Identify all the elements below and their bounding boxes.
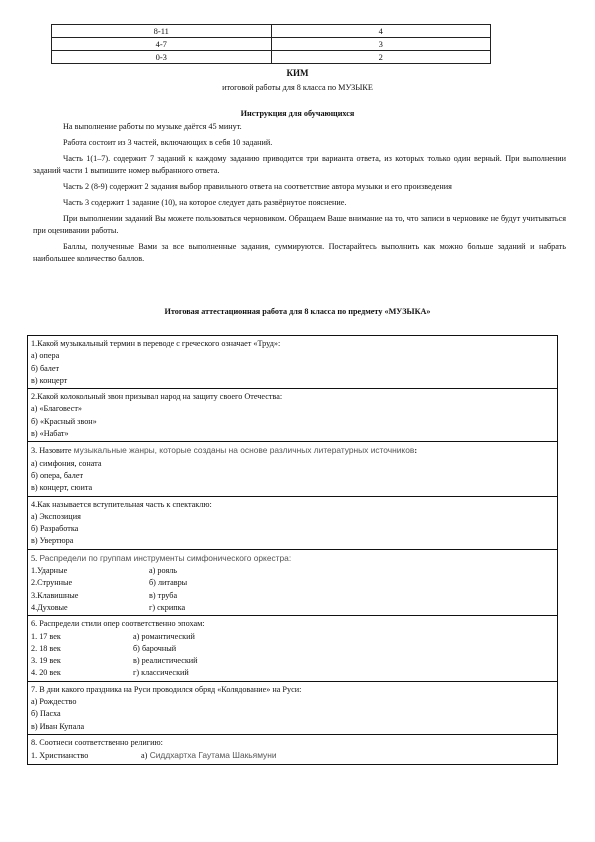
matching-row: [31, 667, 554, 679]
score-grade: 4: [271, 25, 491, 38]
matching-row: [31, 565, 554, 577]
instruction-paragraph: Часть 1(1–7). содержит 7 заданий к каждому заданию приводится три варианта ответа, из которых только один верный. При выполнении заданий части 1 выпишите номер выбранного ответа.: [33, 154, 566, 175]
answer-option: б) «Красный звон»: [31, 416, 97, 426]
answer-option: а) опера: [31, 351, 60, 361]
match-right: г) скрипка: [149, 602, 186, 612]
matching-row: [31, 577, 554, 589]
answer-option: в) концерт, сюита: [31, 483, 93, 493]
question-row: [28, 681, 558, 734]
instruction-paragraph: На выполнение работы по музыке даётся 45 минут.: [63, 122, 242, 131]
question-cell: [28, 549, 558, 615]
answer-option: а) Экспозиция: [31, 511, 81, 521]
answer-option: а) симфония, соната: [31, 458, 102, 468]
match-left: 1. Христианство: [31, 751, 89, 761]
question-cell: [28, 681, 558, 734]
match-left: 1.Ударные: [31, 566, 68, 576]
instruction-paragraph: Часть 3 содержит 1 задание (10), на которое следует дать развёрнутое пояснение.: [63, 198, 347, 207]
score-table: [51, 24, 491, 64]
instruction-paragraph: Баллы, полученные Вами за все выполненные задания, суммируются. Постарайтесь выполнить как можно больше заданий и набрать наибольшее количество баллов.: [33, 242, 566, 263]
score-grade: 2: [271, 51, 491, 64]
instructions-heading: Инструкция для обучающихся: [240, 109, 355, 118]
instruction-paragraph: Работа состоит из 3 частей, включающих в себя 10 заданий.: [63, 138, 273, 147]
question-cell: [28, 496, 558, 549]
answer-option: в) концерт: [31, 375, 68, 385]
question-cell: [28, 734, 558, 764]
instruction-paragraph: Часть 2 (8-9) содержит 2 задания выбор правильного ответа на соответствие автора музыки и его произведения: [63, 182, 452, 191]
answer-option: в) «Набат»: [31, 429, 69, 439]
match-right: в) труба: [149, 590, 178, 600]
question-highlight: Распредели по группам инструменты симфонического оркестра:: [37, 552, 292, 563]
matching-row: [31, 631, 554, 643]
answer-option: в) Увертюра: [31, 536, 74, 546]
question-row: [28, 442, 558, 496]
matching-row: [31, 655, 554, 667]
question-text: 1.Какой музыкальный термин в переводе с греческого означает «Труд»:: [31, 339, 281, 348]
score-range: 8-11: [52, 25, 272, 38]
question-text: 2.Какой колокольный звон призывал народ на защиту своего Отечества:: [31, 392, 283, 402]
match-right-letter: а): [141, 751, 148, 761]
answer-option: а) Рождество: [31, 697, 77, 707]
question-text: [31, 444, 554, 457]
question-number: 5.: [31, 553, 38, 563]
question-row: [28, 734, 558, 764]
question-cell: [28, 442, 558, 496]
answer-option: б) Пасха: [31, 709, 61, 719]
match-left: 4.Духовые: [31, 602, 68, 612]
answer-option: б) опера, балет: [31, 470, 84, 480]
question-row: [28, 389, 558, 442]
question-cell: [28, 389, 558, 442]
question-row: [28, 336, 558, 389]
questions-table: [27, 335, 558, 765]
match-right: б) барочный: [133, 643, 177, 653]
question-cell: [28, 616, 558, 681]
instructions-block: [33, 121, 566, 269]
matching-row: [31, 602, 554, 614]
question-row: [28, 496, 558, 549]
question-cell: [28, 336, 558, 389]
match-right: а) романтический: [133, 631, 195, 641]
table-row: [52, 25, 491, 38]
match-right: б) литавры: [149, 578, 188, 588]
document-subtitle: итоговой работы для 8 класса по МУЗЫКЕ: [222, 83, 373, 92]
answer-option: б) балет: [31, 363, 60, 373]
matching-row: [31, 643, 554, 655]
table-row: [52, 51, 491, 64]
answer-option: б) Разработка: [31, 524, 79, 534]
question-text: 8. Соотнеси соответственно религию:: [31, 737, 163, 747]
match-right: Сиддхартха Гаутама Шакьямуни: [147, 750, 277, 761]
question-row: [28, 616, 558, 681]
question-text: [31, 552, 554, 565]
match-left: 3.Клавишные: [31, 590, 79, 600]
match-right: г) классический: [133, 668, 189, 678]
score-grade: 3: [271, 38, 491, 51]
instruction-paragraph: При выполнении заданий Вы можете пользоваться черновиком. Обращаем Ваше внимание на то, что записи в черновике не будут учитываться при оценивании работы.: [33, 214, 566, 235]
question-colon: :: [414, 446, 418, 456]
match-left: 2. 18 век: [31, 643, 61, 653]
test-heading: Итоговая аттестационная работа для 8 класса по предмету «МУЗЫКА»: [164, 307, 431, 316]
question-number: 3. Назовите: [31, 446, 72, 456]
table-row: [52, 38, 491, 51]
matching-row: [31, 749, 554, 762]
answer-option: а) «Благовест»: [31, 404, 83, 414]
question-text: 6. Распредели стили опер соответственно эпохам:: [31, 619, 205, 629]
answer-option: в) Иван Купала: [31, 721, 85, 731]
question-text: 4.Как называется вступительная часть к спектаклю:: [31, 499, 212, 509]
question-highlight: музыкальные жанры, которые созданы на основе различных литературных источников: [71, 445, 415, 456]
question-row: [28, 549, 558, 615]
score-range: 0-3: [52, 51, 272, 64]
score-range: 4-7: [52, 38, 272, 51]
match-left: 3. 19 век: [31, 656, 61, 666]
document-title: КИМ: [286, 68, 309, 78]
match-right: а) рояль: [149, 566, 178, 576]
question-text: 7. В дни какого праздника на Руси проводился обряд «Колядование» на Руси:: [31, 684, 302, 694]
match-left: 4. 20 век: [31, 668, 61, 678]
match-left: 2.Струнные: [31, 578, 73, 588]
matching-row: [31, 590, 554, 602]
match-left: 1. 17 век: [31, 631, 61, 641]
match-right: в) реалистический: [133, 656, 198, 666]
